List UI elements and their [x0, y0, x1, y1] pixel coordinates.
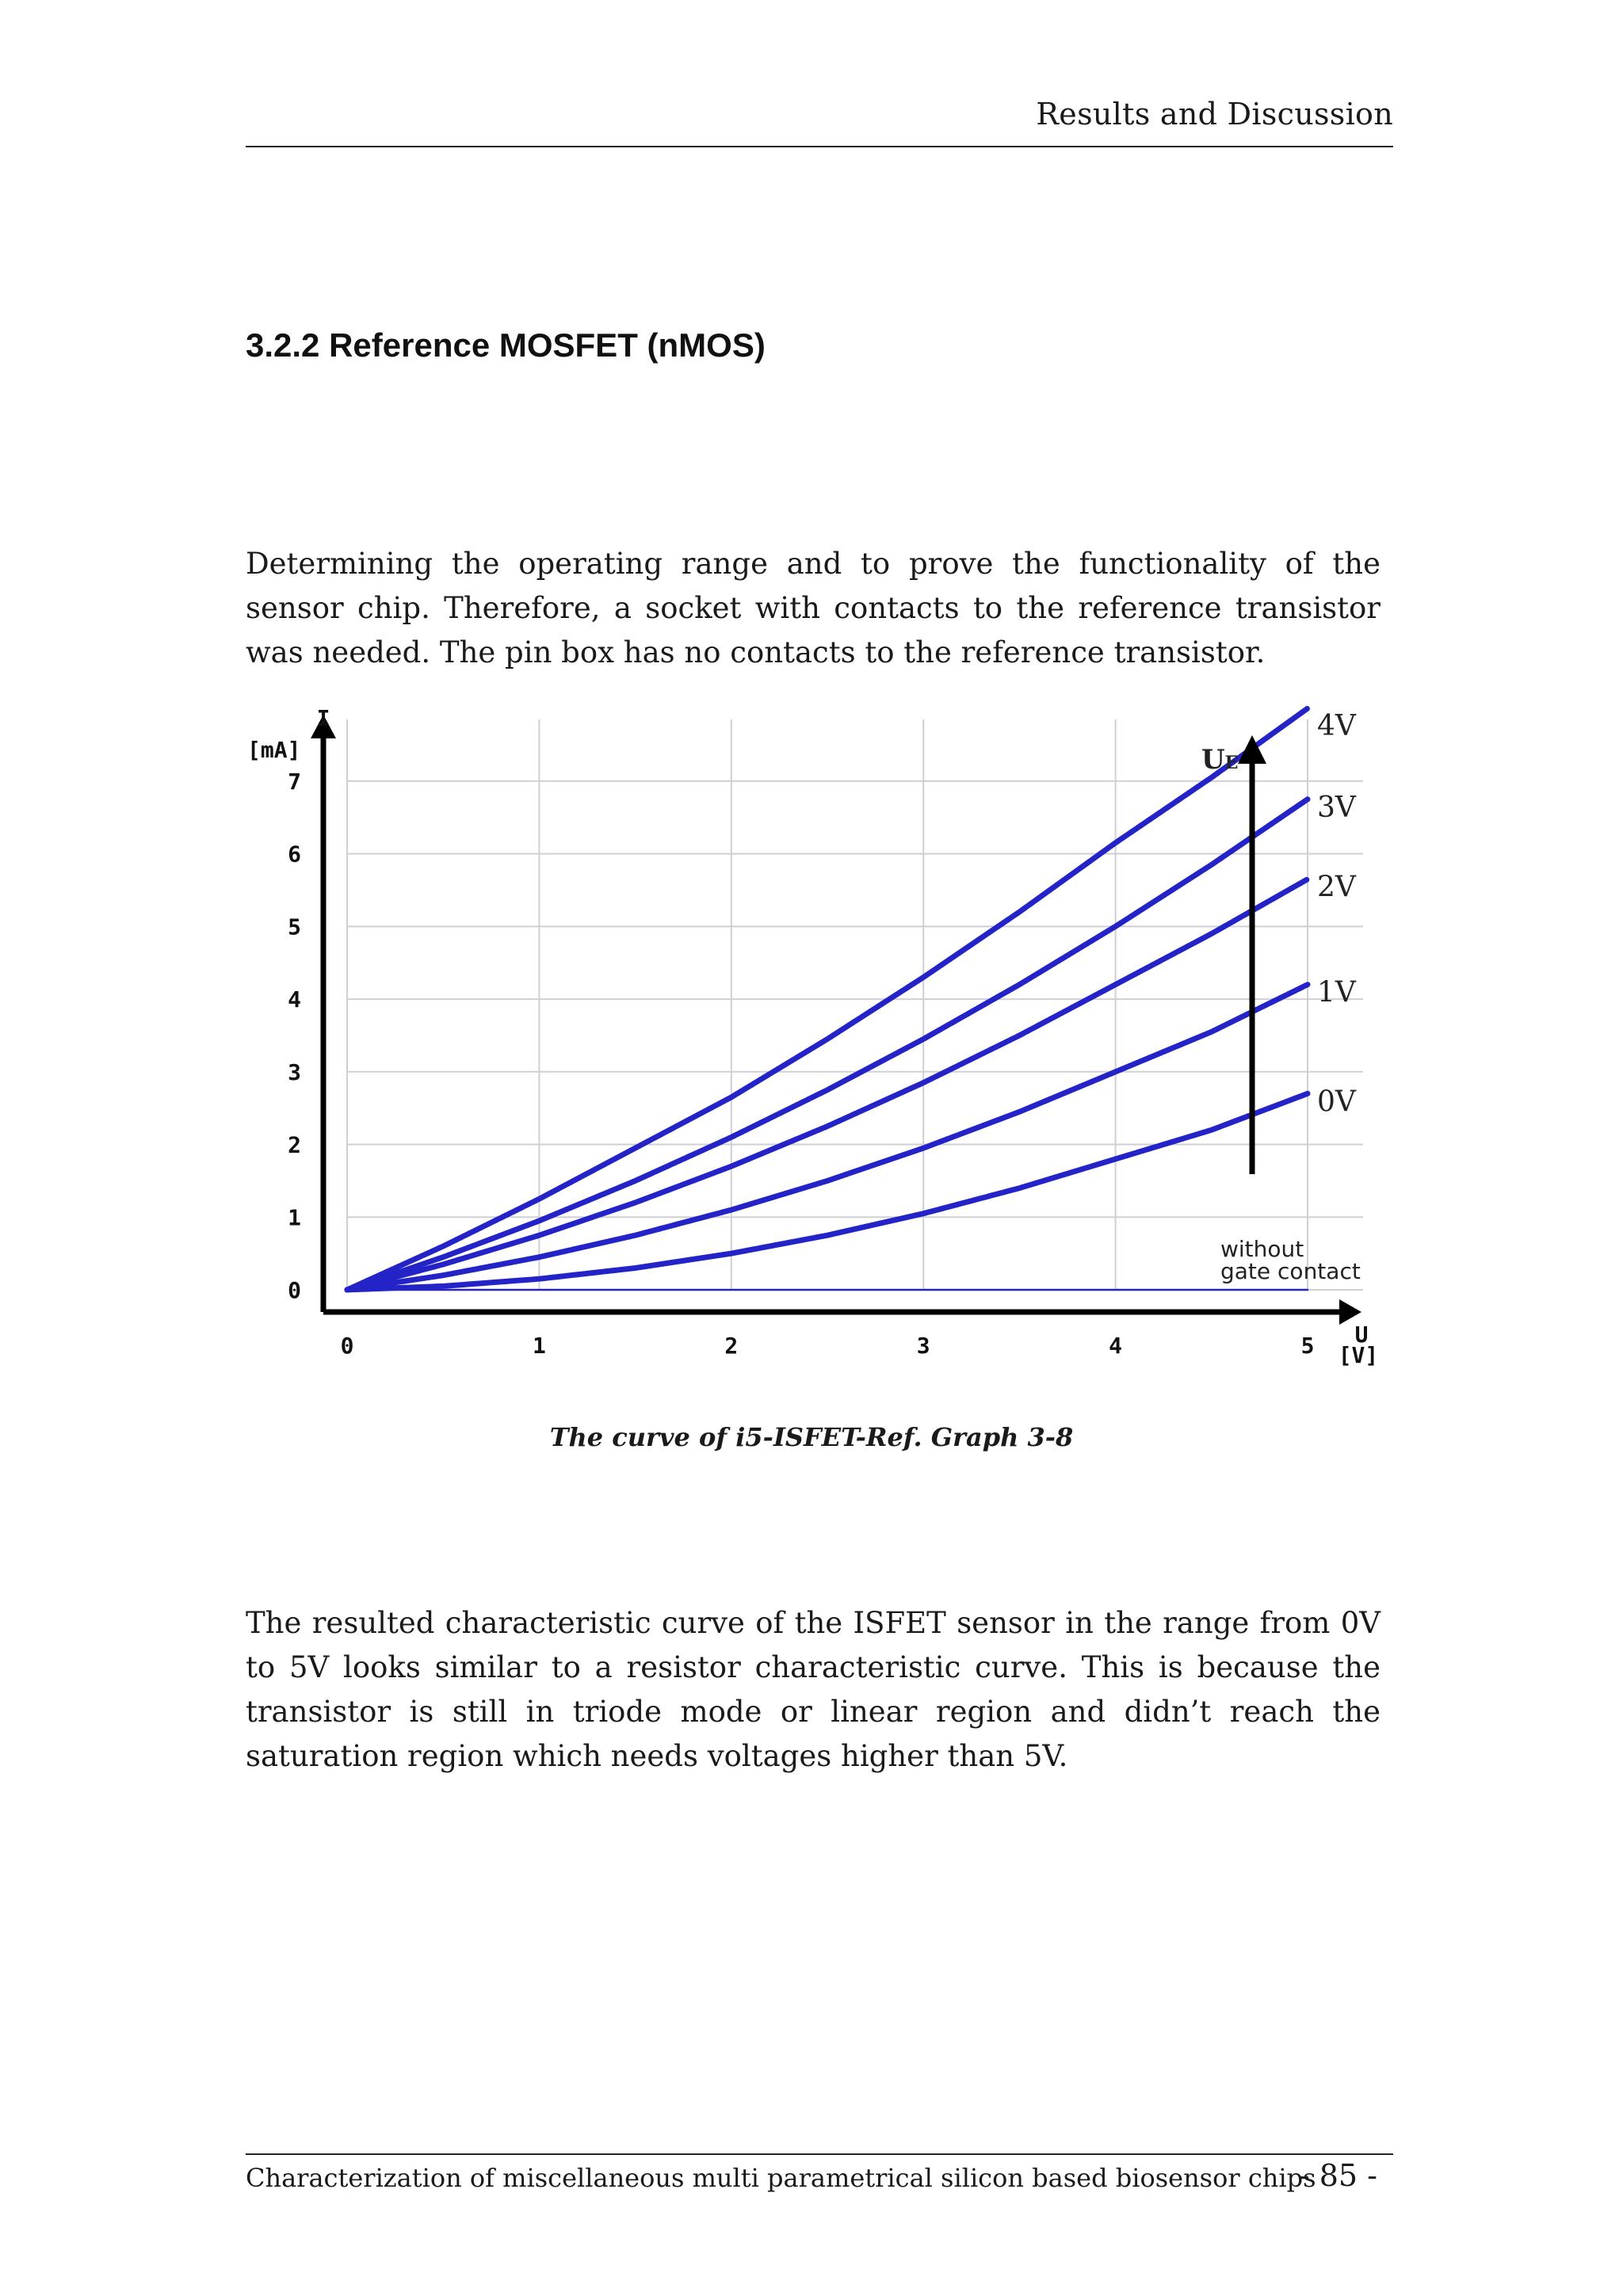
- y-tick-label: 5: [288, 913, 301, 940]
- paragraph-discussion: The resulted characteristic curve of the ISFET sensor in the range from 0V to 5V looks similar to a resistor characteristic curve. This is because the transistor is still in triode mode or linear region and didn’t reach the saturation region which needs voltages higher than 5V.: [246, 1606, 1381, 1773]
- page-footer: [246, 2153, 1393, 2195]
- x-tick-label: 0: [340, 1333, 354, 1359]
- curve-0v: [347, 1093, 1308, 1290]
- ue-arrow-label: UE: [1201, 744, 1239, 776]
- paragraph-intro: Determining the operating range and to prove the functionality of the sensor chip. Therefore, a socket with contacts to the reference transistor was needed. The pin box has no contacts to the reference transistor.: [246, 547, 1381, 669]
- ue-arrow-subscript: E: [1224, 753, 1239, 773]
- x-axis-label: U: [1354, 1322, 1369, 1348]
- iv-characteristic-chart: [238, 697, 1403, 1379]
- page-number: - 85 -: [1299, 2158, 1377, 2193]
- x-axis-unit: [V]: [1338, 1342, 1379, 1368]
- curve-2v: [347, 879, 1308, 1290]
- series-label: 1V: [1317, 976, 1356, 1009]
- y-axis-unit: [mA]: [247, 737, 301, 763]
- y-tick-label: 7: [288, 768, 301, 795]
- curve-1v: [347, 985, 1308, 1290]
- x-tick-label: 4: [1109, 1333, 1123, 1359]
- x-tick-label: 2: [724, 1333, 739, 1359]
- footer-thesis-title: Characterization of miscellaneous multi parametrical silicon based biosensor chips: [246, 2163, 1316, 2193]
- no-gate-label-line2: gate contact: [1220, 1258, 1361, 1284]
- section-heading: 3.2.2 Reference MOSFET (nMOS): [246, 326, 766, 364]
- y-tick-label: 2: [288, 1131, 301, 1158]
- chart-grid: [347, 719, 1363, 1290]
- y-tick-label: 6: [288, 841, 301, 868]
- x-tick-label: 3: [916, 1333, 930, 1359]
- y-axis-label: I: [316, 705, 330, 731]
- chart-ticks: [288, 769, 1314, 1359]
- figure: [238, 697, 1403, 1379]
- series-label: 3V: [1317, 791, 1356, 824]
- x-tick-label: 1: [532, 1333, 546, 1359]
- page-header: [246, 97, 1393, 147]
- no-gate-label-line1: without: [1220, 1236, 1304, 1262]
- y-tick-label: 0: [288, 1277, 301, 1303]
- x-tick-label: 5: [1300, 1333, 1315, 1359]
- series-label: 4V: [1317, 710, 1356, 742]
- running-title: Results and Discussion: [1036, 97, 1393, 132]
- y-tick-label: 3: [288, 1058, 301, 1085]
- y-tick-label: 4: [288, 986, 301, 1013]
- y-tick-label: 1: [288, 1204, 301, 1231]
- figure-caption: The curve of i5-ISFET-Ref. Graph 3-8: [549, 1422, 1074, 1452]
- curve-3v: [347, 799, 1308, 1290]
- series-label: 0V: [1317, 1085, 1356, 1119]
- series-label: 2V: [1317, 871, 1356, 904]
